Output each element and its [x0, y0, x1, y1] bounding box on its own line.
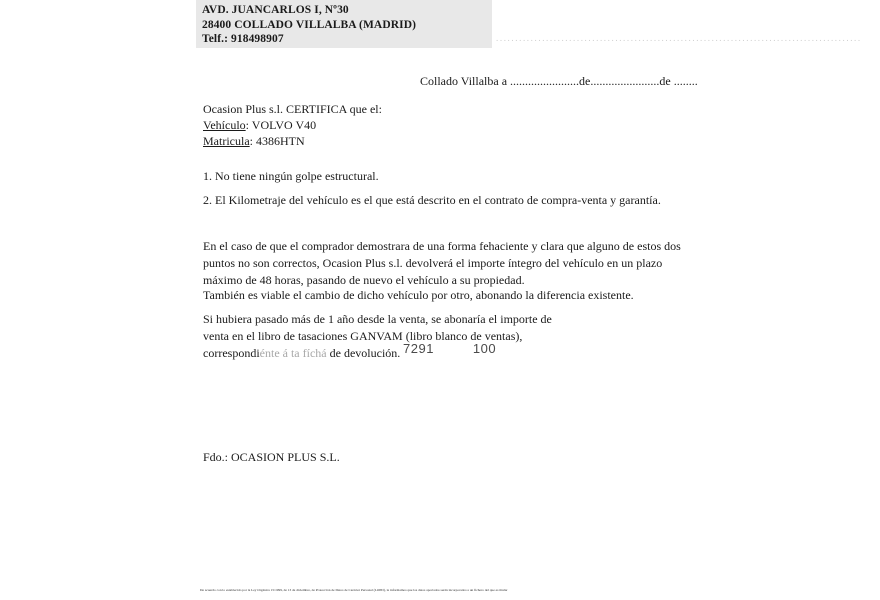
- plate-value: : 4386HTN: [249, 134, 305, 148]
- footer-legal-notice: De acuerdo con lo establecido por la Ley Orgánica 15/1999, de 13 de diciembre, de Protección de Datos de Carácter Personal (LOPD), le informamos que los datos aportados serán incorporados a un fichero del que es titular: [200, 588, 508, 592]
- vehicle-line: [203, 117, 316, 133]
- handwritten-numbers: [403, 341, 496, 356]
- number-left: 7291: [403, 341, 434, 356]
- paragraph-exchange: También es viable el cambio de dicho vehículo por otro, abonando la diferencia existente.: [203, 288, 634, 302]
- paragraph-ganvam-part-1: Si hubiera pasado más de 1 año desde la venta, se abonaría el importe de venta en el libro de tasaciones GANVAM (libro blanco de ventas), correspondi: [203, 312, 552, 360]
- clause-point-2: 2. El Kilometraje del vehículo es el que está descrito en el contrato de compra-venta y garantía.: [203, 193, 661, 207]
- signature-line: Fdo.: OCASION PLUS S.L.: [203, 450, 340, 464]
- paragraph-ganvam-faded-text: énte á ta fíchá: [259, 346, 327, 360]
- plate-line: [203, 133, 305, 149]
- letterhead-line-1: AVD. JUANCARLOS I, Nº30: [202, 4, 349, 16]
- vehicle-value: : VOLVO V40: [245, 118, 317, 132]
- letterhead-dotted-rule: ...............................................................................................: [496, 33, 862, 43]
- paragraph-refund: En el caso de que el comprador demostrara de una forma fehaciente y clara que alguno de estos dos puntos no son correctos, Ocasion Plus s.l. devolverá el importe íntegro del vehículo en un plazo máximo de 48 horas, pasando de nuevo el vehículo a su propiedad.: [203, 239, 681, 287]
- place-and-date-line: Collado Villalba a .......................de.......................de ........: [420, 74, 698, 88]
- letterhead-line-2: 28400 COLLADO VILLALBA (MADRID): [202, 18, 417, 31]
- letterhead-address: [202, 3, 502, 47]
- paragraph-ganvam-part-2: de devolución.: [326, 346, 401, 360]
- vehicle-label: Vehículo: [203, 118, 246, 132]
- plate-label: Matricula: [203, 134, 250, 148]
- letterhead-line-3: Telf.: 918498907: [202, 33, 284, 45]
- clause-point-1: 1. No tiene ningún golpe estructural.: [203, 169, 379, 183]
- certifies-line: Ocasion Plus s.l. CERTIFICA que el:: [203, 102, 382, 116]
- paragraph-ganvam: [203, 311, 563, 362]
- number-right: 100: [472, 341, 497, 356]
